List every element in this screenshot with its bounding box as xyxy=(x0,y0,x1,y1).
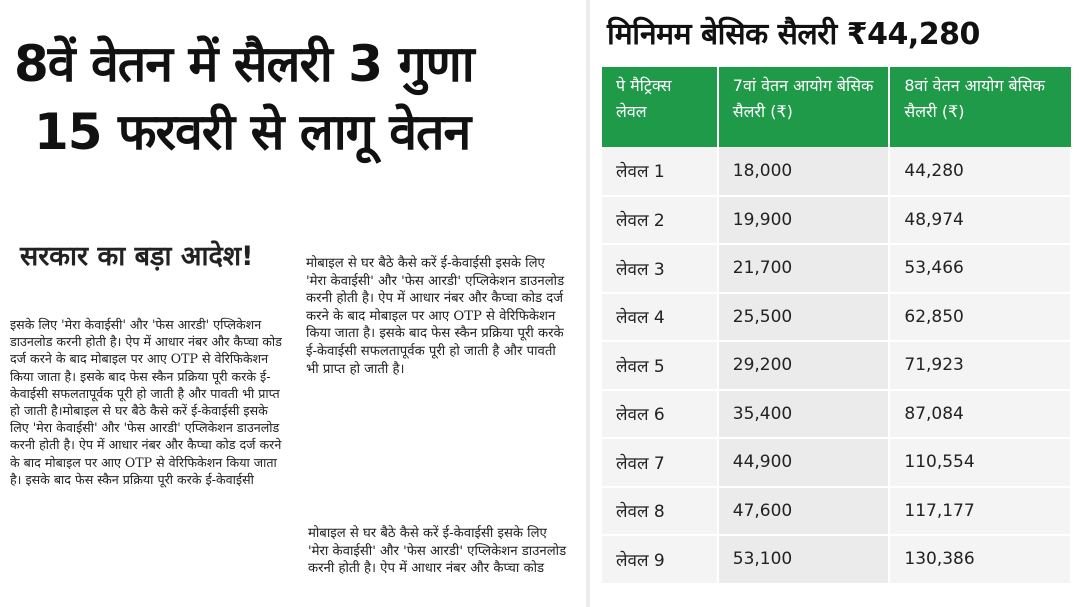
cell-8th-pay: 71,923 xyxy=(889,341,1071,390)
cell-7th-pay: 18,000 xyxy=(718,147,890,196)
cell-7th-pay: 19,900 xyxy=(718,196,890,245)
cell-7th-pay: 25,500 xyxy=(718,293,890,342)
cell-8th-pay: 44,280 xyxy=(889,147,1071,196)
subheadline: सरकार का बड़ा आदेश! xyxy=(20,241,254,272)
cell-7th-pay: 53,100 xyxy=(718,535,890,584)
cell-level: लेवल 2 xyxy=(602,196,718,245)
table-row xyxy=(602,293,1071,342)
cell-8th-pay: 110,554 xyxy=(889,438,1071,487)
cell-8th-pay: 87,084 xyxy=(889,390,1071,439)
table-row xyxy=(602,341,1071,390)
cell-level: लेवल 8 xyxy=(602,487,718,536)
headline-line-2: 15 फरवरी से लागू वेतन xyxy=(34,103,471,161)
header-7th-pay-basic: 7वां वेतन आयोग बेसिक सैलरी (₹) xyxy=(718,67,890,147)
cell-7th-pay: 47,600 xyxy=(718,487,890,536)
salary-table xyxy=(602,67,1072,585)
cell-level: लेवल 9 xyxy=(602,535,718,584)
table-row xyxy=(602,438,1071,487)
column-divider xyxy=(586,0,590,607)
cell-7th-pay: 44,900 xyxy=(718,438,890,487)
article-column-middle-top xyxy=(306,255,568,378)
article-paragraph: मोबाइल से घर बैठे कैसे करें ई-केवाईसी इसके लिए 'मेरा केवाईसी' और 'फेस आरडी' एप्लिकेशन डाउनलोड करनी होती है। ऐप में आधार नंबर और कैप्चा कोड xyxy=(308,526,567,577)
article-paragraph: मोबाइल से घर बैठे कैसे करें ई-केवाईसी इसके लिए 'मेरा केवाईसी' और 'फेस आरडी' एप्लिकेशन डाउनलोड करनी होती है। ऐप में आधार नंबर और कैप्चा कोड दर्ज करने के बाद मोबाइल पर आए OTP से वेरिफिकेशन किया जाता है। इसके बाद फेस स्कैन प्रक्रिया पूरी करके ई-केवाईसी सफलतापूर्वक पूरी हो जाती है और पावती भी प्राप्त हो जाती है। xyxy=(306,256,565,377)
article-paragraph: इसके लिए 'मेरा केवाईसी' और 'फेस आरडी' एप्लिकेशन डाउनलोड करनी होती है। ऐप में आधार नंबर और कैप्चा कोड दर्ज करने के बाद मोबाइल पर आए OTP से वेरिफिकेशन किया जाता है। इसके बाद फेस स्कैन प्रक्रिया पूरी करके ई-केवाईसी सफलतापूर्वक पूरी हो जाती है और पावती भी प्राप्त हो जाती है।मोबाइल से घर बैठे कैसे करें ई-केवाईसी इसके लिए 'मेरा केवाईसी' और 'फेस आरडी' एप्लिकेशन डाउनलोड करनी होती है। ऐप में आधार नंबर और कैप्चा कोड दर्ज करने के बाद मोबाइल पर आए OTP से वेरिफिकेशन किया जाता है। इसके बाद फेस स्कैन प्रक्रिया पूरी करके ई-केवाईसी xyxy=(10,317,282,487)
cell-8th-pay: 62,850 xyxy=(889,293,1071,342)
cell-level: लेवल 4 xyxy=(602,293,718,342)
header-8th-pay-basic: 8वां वेतन आयोग बेसिक सैलरी (₹) xyxy=(889,67,1071,147)
cell-7th-pay: 21,700 xyxy=(718,244,890,293)
cell-7th-pay: 29,200 xyxy=(718,341,890,390)
table-title: मिनिमम बेसिक सैलरी ₹44,280 xyxy=(607,17,980,52)
cell-8th-pay: 117,177 xyxy=(889,487,1071,536)
cell-8th-pay: 130,386 xyxy=(889,535,1071,584)
cell-level: लेवल 1 xyxy=(602,147,718,196)
cell-level: लेवल 7 xyxy=(602,438,718,487)
table-body xyxy=(602,147,1071,584)
cell-8th-pay: 53,466 xyxy=(889,244,1071,293)
cell-8th-pay: 48,974 xyxy=(889,196,1071,245)
table-row xyxy=(602,244,1071,293)
table-row xyxy=(602,147,1071,196)
headline-line-1: 8वें वेतन में सैलरी 3 गुणा xyxy=(14,35,474,93)
table-row xyxy=(602,487,1071,536)
cell-level: लेवल 3 xyxy=(602,244,718,293)
article-column-middle-bottom xyxy=(308,525,570,578)
cell-level: लेवल 6 xyxy=(602,390,718,439)
cell-7th-pay: 35,400 xyxy=(718,390,890,439)
table-header-row xyxy=(602,67,1071,147)
headline xyxy=(14,30,584,166)
article-column-left xyxy=(10,316,282,488)
header-pay-matrix-level: पे मैट्रिक्स लेवल xyxy=(602,67,718,147)
table-row xyxy=(602,535,1071,584)
table-row xyxy=(602,196,1071,245)
table-row xyxy=(602,390,1071,439)
table-header xyxy=(602,67,1071,147)
cell-level: लेवल 5 xyxy=(602,341,718,390)
